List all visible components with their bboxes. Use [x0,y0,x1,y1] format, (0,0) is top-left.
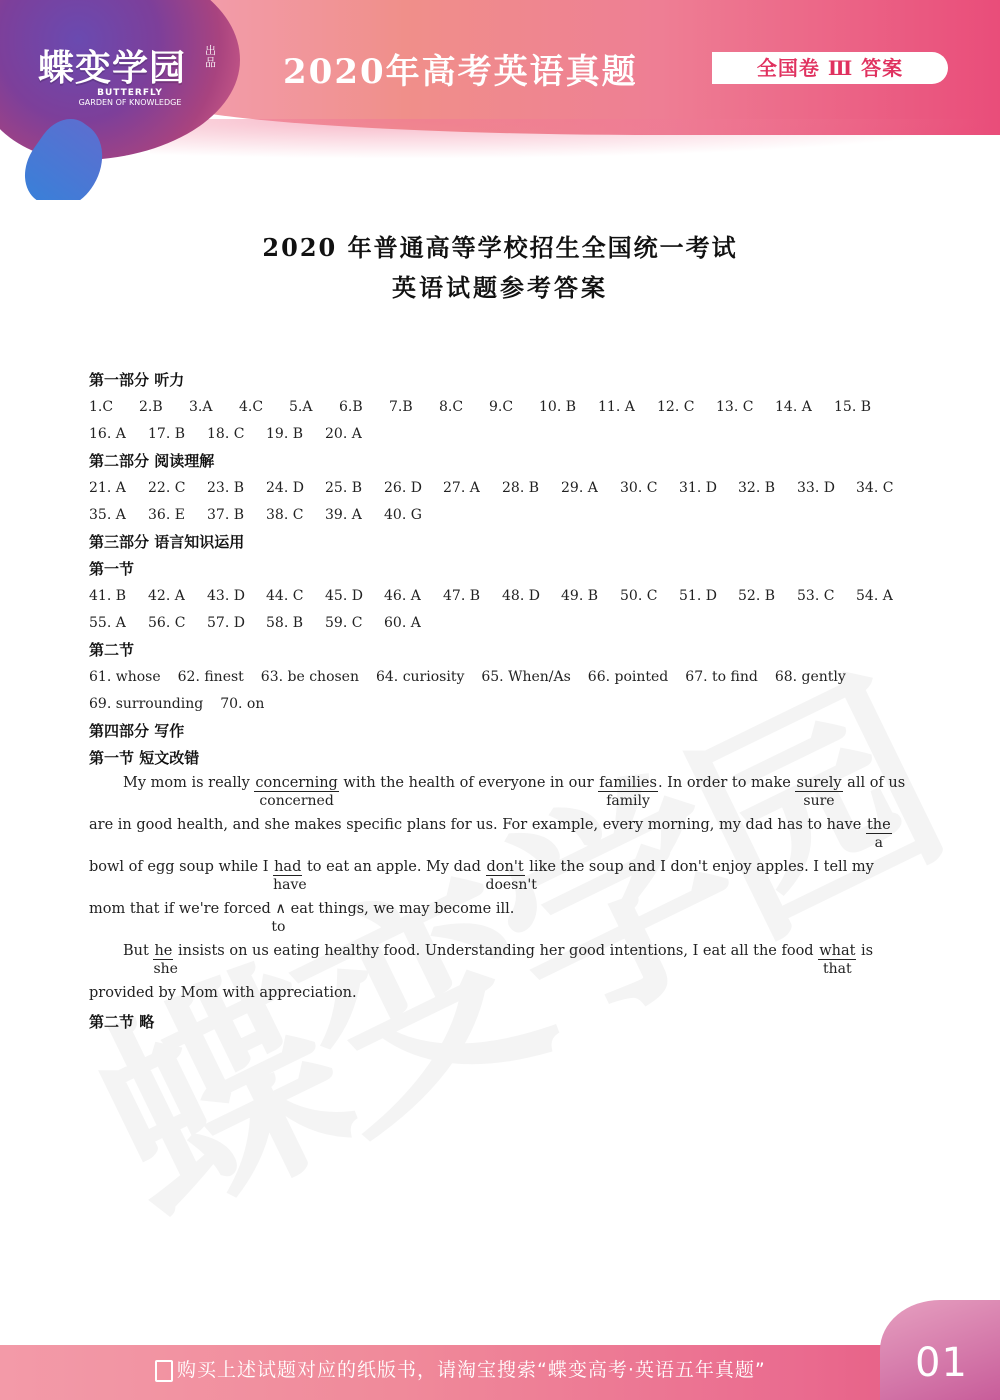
part4-sec1-heading: 第一节 短文改错 [89,749,200,767]
answer: 31. D [679,480,717,496]
answer: 17. B [148,426,186,442]
answer: 49. B [561,588,599,604]
answer: 21. A [89,480,126,496]
passage-text: But [123,943,154,959]
corrected-word: have [273,877,307,893]
answer: 18. C [207,426,245,442]
answer: 23. B [207,480,245,496]
correction [153,940,178,977]
part2-row1 [89,475,913,502]
answer-content [89,367,913,1036]
answer: 53. C [797,588,835,604]
passage-line-4 [89,898,913,940]
answer: 19. B [266,426,304,442]
corrected-word: concerned [259,793,334,809]
correction [598,772,658,809]
corrected-word: doesn't [485,877,537,893]
answer: 41. B [89,588,127,604]
answer: 1.C [89,399,114,415]
part4-sec2-heading: 第二节 略 [89,1013,155,1031]
answer: 15. B [834,399,872,415]
answer: 35. A [89,507,126,523]
passage-text: bowl of egg soup while I [89,859,274,875]
corrected-word: family [606,793,650,809]
footer-text [155,1355,766,1382]
part1-row2 [89,421,913,448]
answer: 11. A [598,399,635,415]
answer: 34. C [856,480,894,496]
header-title: 2020年高考英语真题 [283,52,638,92]
correction [254,772,338,809]
brand-subtitle [60,88,200,108]
answer: 70. on [220,696,265,712]
original-word: don't [486,859,524,875]
answer: 44. C [266,588,304,604]
part3-sec2-heading: 第二节 [89,641,135,659]
answer: 37. B [207,507,245,523]
answer: 22. C [148,480,186,496]
answer: 42. A [148,588,185,604]
passage-line-2 [89,814,913,856]
passage-text: mom that if we're forced [89,901,276,917]
page-number: 01 [915,1340,968,1386]
answer: 24. D [266,480,304,496]
original-word: concerning [255,775,338,791]
answer: 25. B [325,480,363,496]
answer: 30. C [620,480,658,496]
passage-text: insists on us eating healthy food. Understanding her good intentions, I eat all the food [173,943,819,959]
answer: 10. B [539,399,577,415]
part3-row2 [89,610,913,637]
answer: 28. B [502,480,540,496]
answer: 20. A [325,426,362,442]
answer: 32. B [738,480,776,496]
passage-text: like the soup and I don't enjoy apples. I tell my [524,859,874,875]
answer: 58. B [266,615,304,631]
corrected-word: that [822,961,852,977]
part3-sec1-heading: 第一节 [89,560,135,578]
answer: 50. C [620,588,658,604]
part4-heading: 第四部分 写作 [89,722,185,740]
answer: 7.B [389,399,413,415]
original-word: what [819,943,856,959]
passage-line-6 [89,982,913,1009]
original-word: surely [796,775,842,791]
answer: 54. A [856,588,893,604]
part3-row1 [89,583,913,610]
answer: 59. C [325,615,363,631]
original-word: he [154,943,173,959]
answer: 2.B [139,399,163,415]
passage-text: are in good health, and she makes specific plans for us. For example, every morning, my dad has to have [89,817,866,833]
answer: 51. D [679,588,717,604]
answer: 69. surrounding [89,696,204,712]
brand-en-1: BUTTERFLY [97,88,163,98]
answer: 68. gently [774,669,846,685]
answer: 64. curiosity [375,669,465,685]
correction [818,940,856,977]
answer: 43. D [207,588,245,604]
answer: 4.C [239,399,264,415]
doc-subtitle: 英语试题参考答案 [392,273,608,302]
brand-logo: 蝶变学园 [38,48,187,89]
answer: 6.B [339,399,363,415]
answer: 16. A [89,426,126,442]
answer: 47. B [443,588,481,604]
answer: 52. B [738,588,776,604]
header-pill: 全国卷 Ⅲ 答案 [712,52,948,84]
answer: 48. D [502,588,540,604]
answer: 40. G [384,507,422,523]
answer: 62. finest [177,669,244,685]
passage-text: is [856,943,874,959]
answer: 56. C [148,615,186,631]
correction [795,772,842,809]
footer-message: 购买上述试题对应的纸版书，请淘宝搜索“蝶变高考·英语五年真题” [177,1359,766,1381]
answer: 14. A [775,399,812,415]
answer: 55. A [89,615,126,631]
part2-row2 [89,502,913,529]
answer: 36. E [148,507,185,523]
passage-line-5 [89,940,913,982]
passage-text: . In order to make [657,775,796,791]
answer: 57. D [207,615,245,631]
answer: 66. pointed [587,669,669,685]
passage-text: to eat an apple. My dad [302,859,486,875]
original-word: families [599,775,657,791]
insertion-mark [271,898,287,935]
answer: 33. D [797,480,835,496]
part2-heading: 第二部分 阅读理解 [89,452,215,470]
answer: 60. A [384,615,421,631]
answer: 63. be chosen [260,669,359,685]
corrected-word: a [874,835,883,851]
answer: 29. A [561,480,598,496]
original-word: the [866,817,891,833]
answer: 67. to find [685,669,758,685]
correction [273,856,307,893]
answer: 65. When/As [481,669,571,685]
brand-mark: 出品 [205,44,216,69]
part1-heading: 第一部分 听力 [89,371,185,389]
answer: 38. C [266,507,304,523]
answer: 12. C [657,399,695,415]
answer: 3.A [189,399,213,415]
page-header [0,0,1000,200]
answer: 26. D [384,480,422,496]
answer: 9.C [489,399,514,415]
error-correction-passage [89,772,913,1009]
answer: 39. A [325,507,362,523]
answer: 13. C [716,399,754,415]
answer: 61. whose [89,669,161,685]
passage-text: provided by Mom with appreciation. [89,985,357,1001]
corrected-word: she [153,961,178,977]
answer: 8.C [439,399,464,415]
part3-heading: 第三部分 语言知识运用 [89,533,245,551]
caret-symbol: ∧ [275,901,287,917]
inserted-word: to [271,919,286,935]
passage-text: with the health of everyone in our [338,775,599,791]
part3-fill-row2 [89,691,913,718]
brand-en-2: GARDEN OF KNOWLEDGE [78,98,182,107]
passage-line-1 [89,772,913,814]
passage-text: all of us [842,775,906,791]
answer: 46. A [384,588,421,604]
correction [866,814,892,851]
corrected-word: sure [803,793,835,809]
answer: 5.A [289,399,313,415]
doc-title: 2020 年普通高等学校招生全国统一考试 [262,233,738,262]
part1-row1 [89,394,913,421]
passage-text: eat things, we may become ill. [286,901,515,917]
correction [485,856,537,893]
passage-line-3 [89,856,913,898]
part3-fill-row1 [89,664,913,691]
passage-text: My mom is really [123,775,255,791]
original-word: had [274,859,302,875]
answer: 27. A [443,480,480,496]
answer: 45. D [325,588,363,604]
